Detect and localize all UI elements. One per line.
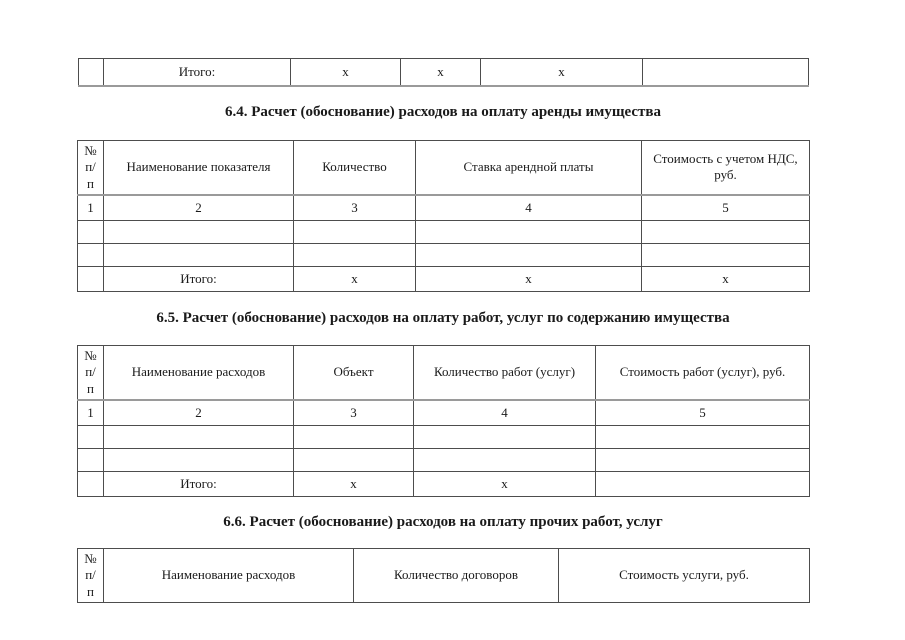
section-heading-6-5: 6.5. Расчет (обоснование) расходов на оплату работ, услуг по содержанию имущества	[156, 310, 730, 326]
total-x-cell: x	[642, 266, 810, 291]
col-number-cell: 5	[642, 195, 810, 221]
empty-cell	[78, 220, 104, 243]
header-cell: Количество договоров	[354, 549, 559, 603]
carryover-total-table	[78, 58, 809, 87]
col-number-cell: 3	[294, 400, 414, 426]
empty-cell	[78, 471, 104, 496]
header-cell: Количество работ (услуг)	[414, 346, 596, 400]
empty-cell	[642, 243, 810, 266]
header-cell: № п/п	[78, 141, 104, 195]
total-row	[78, 266, 810, 291]
empty-cell	[294, 448, 414, 471]
header-cell: Наименование расходов	[104, 549, 354, 603]
empty-cell	[78, 243, 104, 266]
empty-cell	[79, 59, 104, 87]
total-row	[79, 59, 809, 87]
total-x-cell: x	[294, 471, 414, 496]
total-x-cell: x	[416, 266, 642, 291]
col-number-cell: 2	[104, 400, 294, 426]
section-heading-6-4: 6.4. Расчет (обоснование) расходов на оплату аренды имущества	[224, 104, 662, 120]
empty-cell	[642, 220, 810, 243]
total-x-cell: x	[401, 59, 481, 87]
header-cell: Объект	[294, 346, 414, 400]
total-x-cell: x	[414, 471, 596, 496]
empty-cell	[104, 220, 294, 243]
empty-cell	[294, 243, 416, 266]
column-number-row	[78, 400, 810, 426]
empty-cell	[414, 448, 596, 471]
empty-cell	[104, 425, 294, 448]
empty-cell	[78, 448, 104, 471]
col-number-cell: 1	[78, 195, 104, 221]
empty-cell	[596, 448, 810, 471]
total-x-cell: x	[294, 266, 416, 291]
header-row	[78, 549, 810, 603]
col-number-cell: 3	[294, 195, 416, 221]
empty-cell	[416, 243, 642, 266]
col-number-cell: 1	[78, 400, 104, 426]
empty-cell	[294, 425, 414, 448]
empty-data-row	[78, 448, 810, 471]
empty-cell	[643, 59, 809, 87]
total-x-cell: x	[291, 59, 401, 87]
total-x-cell: x	[481, 59, 643, 87]
header-cell: Количество	[294, 141, 416, 195]
empty-data-row	[78, 243, 810, 266]
total-label-cell: Итого:	[104, 266, 294, 291]
empty-cell	[104, 448, 294, 471]
empty-cell	[78, 425, 104, 448]
header-cell: № п/п	[78, 346, 104, 400]
empty-data-row	[78, 425, 810, 448]
empty-cell	[416, 220, 642, 243]
empty-cell	[294, 220, 416, 243]
header-cell: Наименование расходов	[104, 346, 294, 400]
empty-cell	[414, 425, 596, 448]
empty-cell	[104, 243, 294, 266]
column-number-row	[78, 195, 810, 221]
col-number-cell: 5	[596, 400, 810, 426]
empty-cell	[78, 266, 104, 291]
header-row	[78, 141, 810, 195]
col-number-cell: 4	[416, 195, 642, 221]
header-cell: Наименование показателя	[104, 141, 294, 195]
section-heading-6-6: 6.6. Расчет (обоснование) расходов на оплату прочих работ, услуг	[223, 514, 663, 530]
total-x-cell	[596, 471, 810, 496]
header-cell: № п/п	[78, 549, 104, 603]
expense-table-6-4	[77, 140, 810, 292]
header-cell: Стоимость с учетом НДС, руб.	[642, 141, 810, 195]
expense-table-6-5	[77, 345, 810, 497]
total-row	[78, 471, 810, 496]
header-row	[78, 346, 810, 400]
col-number-cell: 4	[414, 400, 596, 426]
total-label-cell: Итого:	[104, 59, 291, 87]
header-cell: Стоимость услуги, руб.	[559, 549, 810, 603]
header-cell: Ставка арендной платы	[416, 141, 642, 195]
total-label-cell: Итого:	[104, 471, 294, 496]
expense-table-6-6	[77, 548, 810, 603]
empty-data-row	[78, 220, 810, 243]
empty-cell	[596, 425, 810, 448]
header-cell: Стоимость работ (услуг), руб.	[596, 346, 810, 400]
col-number-cell: 2	[104, 195, 294, 221]
